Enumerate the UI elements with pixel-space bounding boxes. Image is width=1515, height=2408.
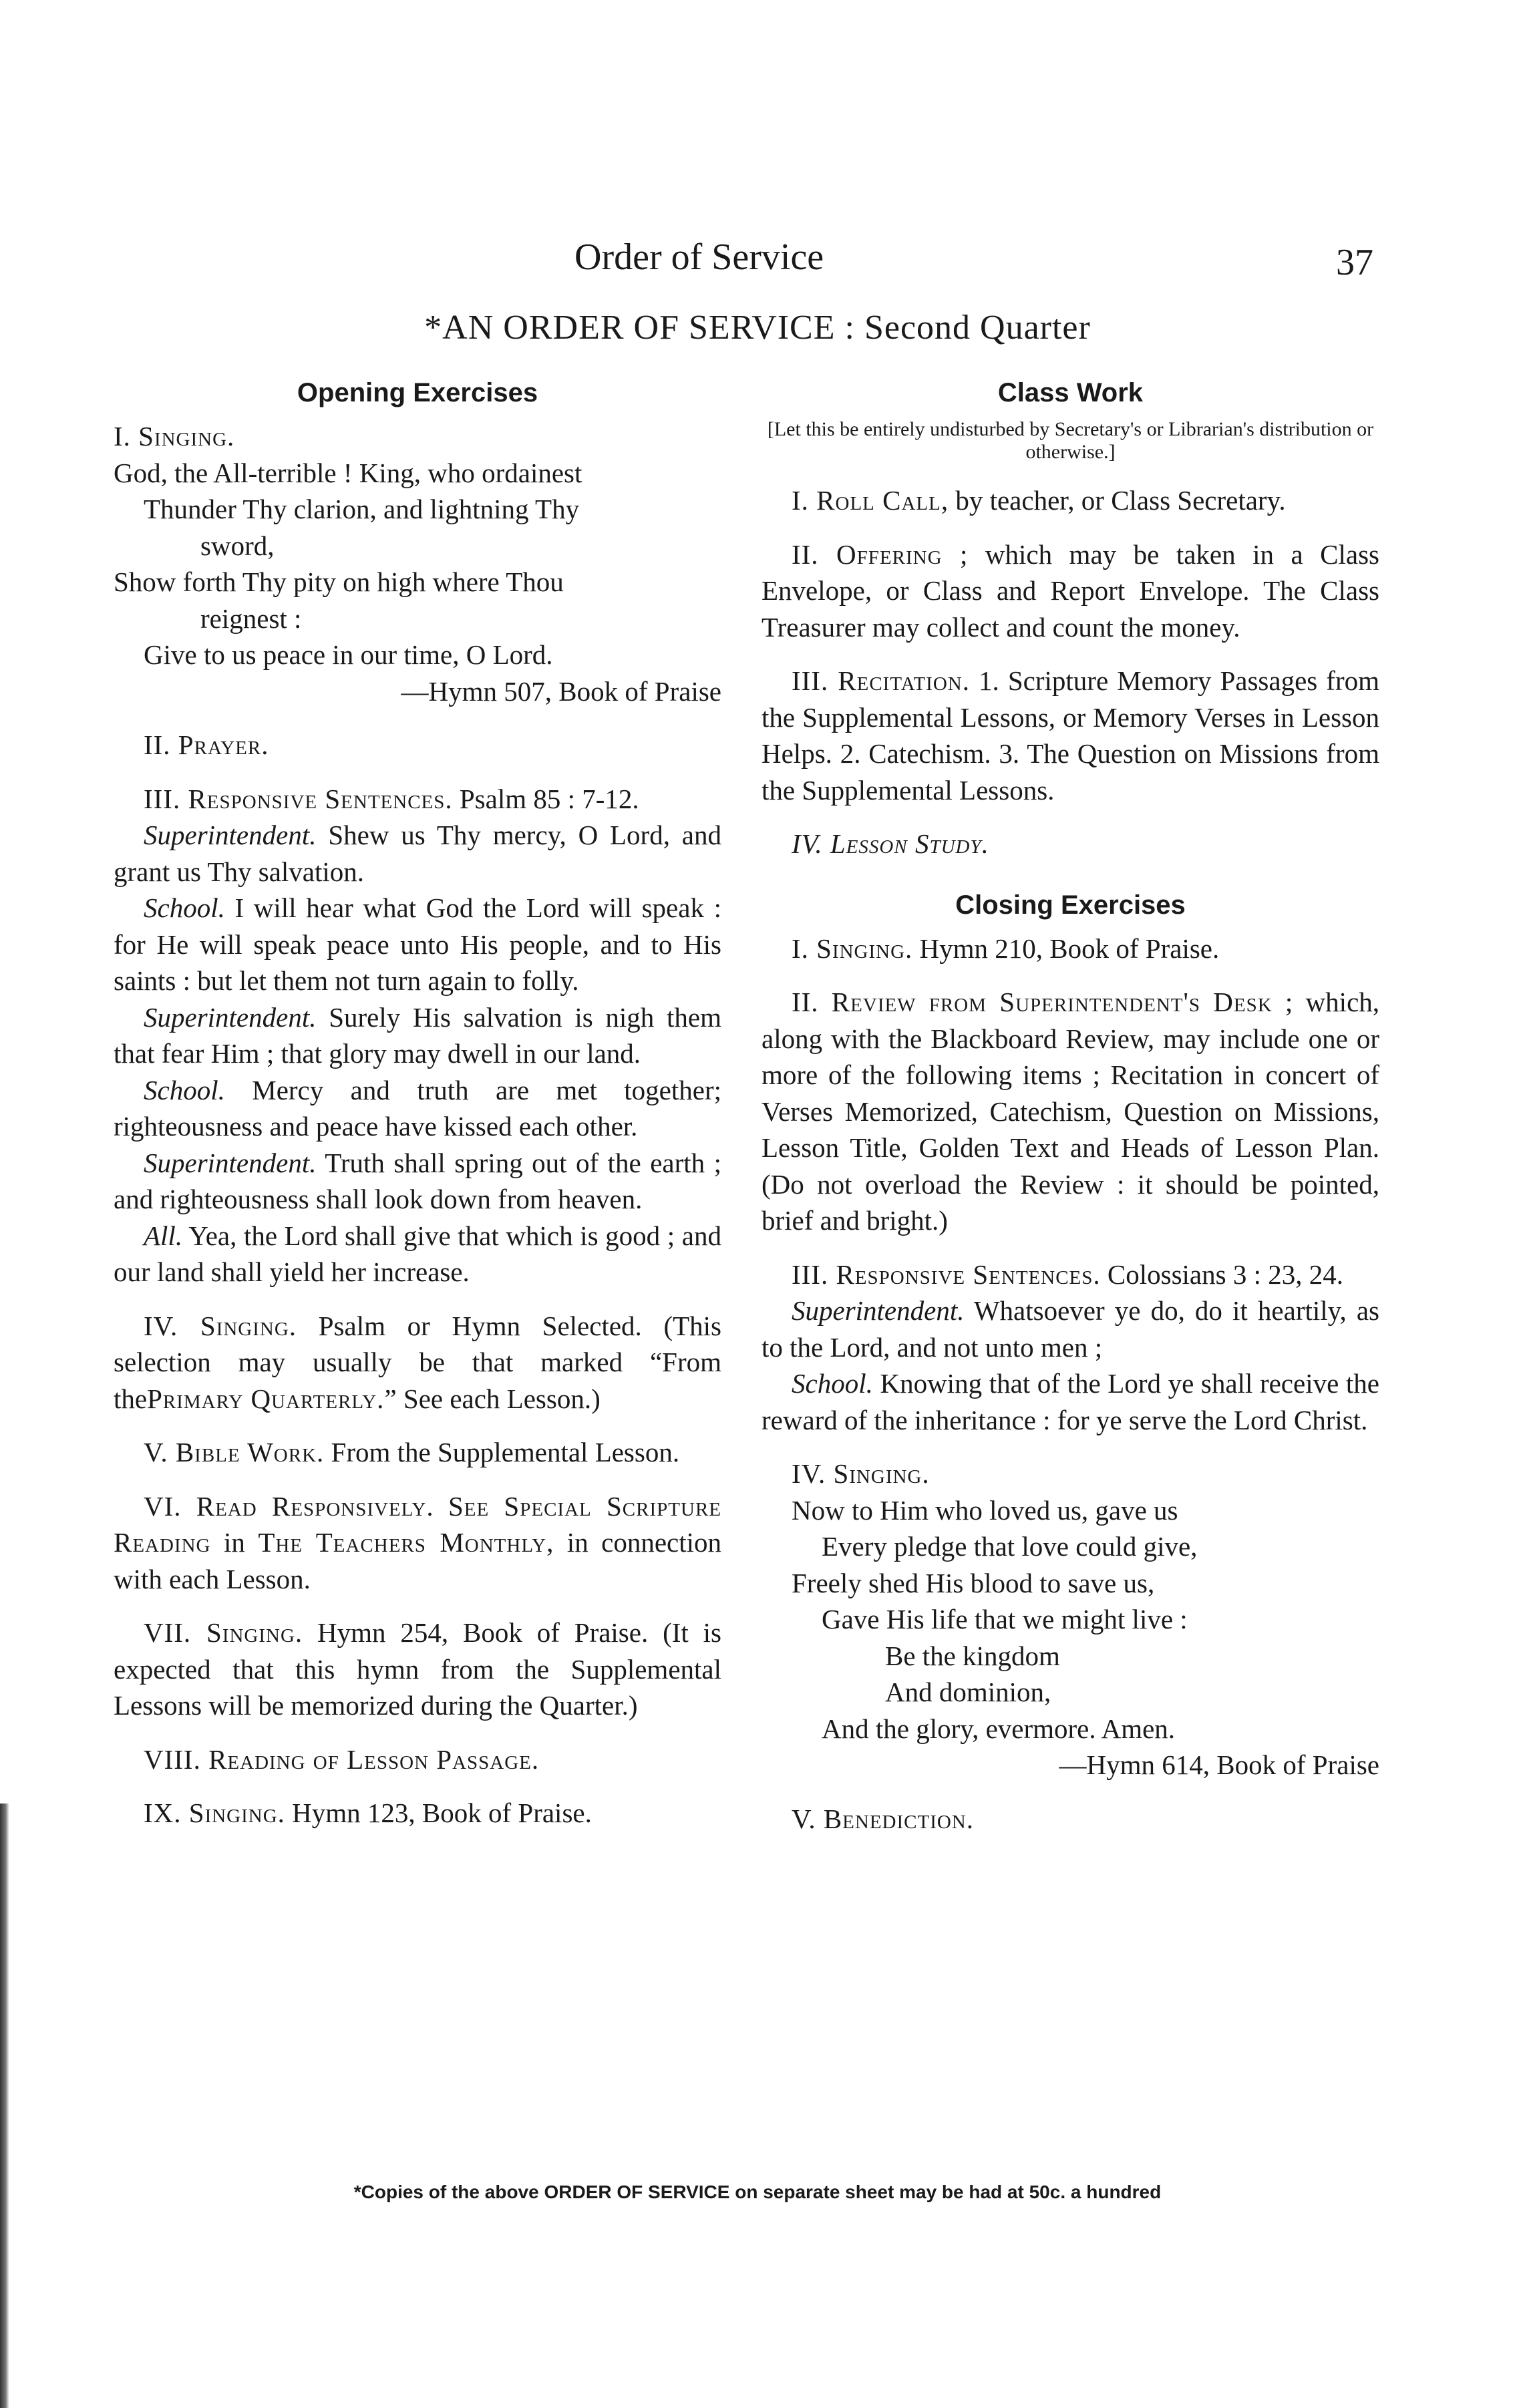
item-label: IV. Singing. [792,1458,930,1489]
roll-call-item [762,482,1379,519]
left-column [114,374,721,1849]
teachers-monthly-ref: The Teachers Monthly, [258,1527,554,1558]
exchange-text: Surely His salvation is nigh them that fear Him ; that glory may dwell in our land. [114,1001,721,1069]
singing-selected-item [114,1308,721,1417]
item-text: 1. Scripture Memory Passages from the Supplemental Lessons, or Memory Verses in Lesson Helps. 2. Catechism. 3. The Question on Missions from the Supplemental Lessons. [762,665,1380,806]
item-label: V. Benediction. [792,1803,974,1834]
item-text: Hymn 254, Book of Praise. (It is expected that this hymn from the Supplemental Lessons will be memorized during the Quarter.) [114,1617,721,1721]
item-label: VII. Singing. [144,1617,303,1648]
hymn-line: Now to Him who loved us, gave us [792,1494,1178,1526]
item-label: VI. Read Responsively. [144,1490,434,1522]
item-label: I. Singing. [114,421,235,452]
item-label: III. Responsive Sentences. [144,783,453,814]
hymn-line: And the glory, evermore. Amen. [822,1713,1176,1744]
exchange-text: Shew us Thy mercy, O Lord, and grant us Thy salvation. [114,820,722,887]
recitation-item [762,663,1379,808]
speaker: All. [144,1220,183,1251]
scripture-reference: Colossians 3 : 23, 24. [1107,1258,1343,1290]
exchange [114,999,721,1072]
singing-123-item [114,1795,721,1832]
read-responsively-item [114,1488,721,1598]
item-label: IV. Lesson Study. [792,828,989,859]
closing-hymn [762,1492,1379,1747]
item-label: IV. Singing. [144,1310,297,1341]
lesson-study-item [762,826,1379,862]
speaker: School. [792,1368,873,1399]
speaker: Superintendent. [144,820,317,850]
closing-hymn-item [762,1455,1379,1492]
speaker: School. [144,1074,225,1105]
item-text: Hymn 123, Book of Praise. [292,1797,592,1828]
singing-254-item [114,1614,721,1724]
offering-item [762,536,1379,646]
main-title-text: *AN ORDER OF SERVICE : [424,309,855,347]
speaker: School. [144,892,225,923]
responsive-sentences-item [114,781,721,818]
item-label: I. Roll Call, [792,485,949,516]
item-text: Hymn 210, Book of Praise. [919,932,1220,964]
item-text: by teacher, or Class Secretary. [955,485,1286,516]
item-label: II. Offering ; [792,538,969,570]
hymn-line: Show forth Thy pity on high where Thou [114,566,564,597]
closing-exercises-heading: Closing Exercises [955,890,1186,920]
hymn-credit: —Hymn 614, Book of Praise [1059,1749,1379,1780]
closing-singing-item [762,930,1379,967]
exchange [114,1072,721,1145]
exchange [762,1293,1379,1365]
exchange-text: Whatsoever ye do, do it heartily, as to the Lord, and not unto men ; [762,1295,1379,1363]
exchange-text: Mercy and truth are met together; righteousness and peace have kissed each other. [114,1074,722,1142]
exchange-text: Yea, the Lord shall give that which is good ; and our land shall yield her increase. [114,1220,721,1287]
benediction-item [762,1801,1379,1838]
item-text: Psalm or Hymn Selected. (This selection may usually be that marked “From the [114,1310,722,1414]
exchange [114,1218,721,1291]
hymn-line: Gave His life that we might live : [822,1604,1188,1635]
hymn-line: And dominion, [885,1677,1051,1707]
exchange-text: I will hear what God the Lord will speak : for He will speak peace unto His people, and to His saints : but let them not turn again to folly. [114,892,721,996]
opening-exercises-heading: Opening Exercises [297,378,538,407]
item-label: IX. Singing. [144,1797,285,1828]
exchange [114,890,721,999]
speaker: Superintendent. [144,1001,317,1033]
exchange [114,817,721,890]
prayer-item [114,727,721,763]
hymn-line: Freely shed His blood to save us, [792,1567,1155,1598]
hymn-line: sword, [200,530,275,561]
hymn-line: Every pledge that love could give, [822,1531,1198,1562]
item-label: V. Bible Work. [144,1437,325,1468]
exchange [114,1145,721,1218]
special-reading-ref: See Special Scripture Reading [114,1490,721,1558]
hymn-line: reignest : [200,603,302,634]
main-subtitle: Second Quarter [864,309,1091,347]
item-label: VIII. Reading of Lesson Passage. [144,1743,540,1775]
primary-quarterly-ref: Primary Quarterly. [147,1383,385,1414]
item-label: II. Review from Superintendent's Desk ; [792,987,1294,1017]
main-title [0,304,1515,352]
item-text: ” See each Lesson.) [384,1383,601,1414]
opening-hymn [114,455,721,673]
item-label: III. Recitation. [792,665,970,696]
exchange-text: Truth shall spring out of the earth ; and righteousness shall look down from heaven. [114,1147,721,1214]
class-work-heading: Class Work [997,378,1144,407]
running-head [0,230,1515,284]
closing-responsive-item [762,1256,1379,1293]
class-work-note: [Let this be entirely undisturbed by Secretary's or Librarian's distribution or otherwise.] [767,418,1374,463]
item-label: III. Responsive Sentences. [792,1258,1101,1290]
hymn-line: Thunder Thy clarion, and lightning Thy [144,494,580,524]
speaker: Superintendent. [144,1147,317,1178]
item-label: II. Prayer. [144,729,269,760]
running-title: Order of Service [574,236,824,278]
item-text: in [223,1527,245,1558]
item-label: I. Singing. [792,932,913,964]
reading-lesson-passage-item [114,1741,721,1778]
item-text: which, along with the Blackboard Review, may include one or more of the following items ; Recitation in concert of Verses Memorized, Catechism, Question on Missions, Lesson Title, Golden Text and Heads of Lesson Plan. (Do not overload the Review : it should be pointed, brief and bright.) [762,987,1380,1236]
footnote: *Copies of the above ORDER OF SERVICE on separate sheet may be had at 50c. a hundred [353,2182,1162,2202]
exchange [762,1365,1379,1438]
page-edge-shadow [0,1803,9,2408]
page-number: 37 [1336,242,1373,283]
scripture-reference: Psalm 85 : 7-12. [459,783,639,814]
item-text: in connection with each Lesson. [114,1527,722,1594]
exchange-text: Knowing that of the Lord ye shall receive the reward of the inheritance : for ye serve the Lord Christ. [762,1368,1379,1435]
item-text: which may be taken in a Class Envelope, or Class and Report Envelope. The Class Treasurer may collect and count the money. [762,538,1379,643]
review-item [762,984,1379,1239]
opening-singing-label [114,418,721,455]
bible-work-item [114,1434,721,1471]
hymn-line: Be the kingdom [885,1640,1060,1671]
hymn-line: Give to us peace in our time, O Lord. [144,639,553,670]
right-column [762,374,1379,1854]
speaker: Superintendent. [792,1295,965,1326]
hymn-line: God, the All-terrible ! King, who ordainest [114,457,582,488]
hymn-credit: —Hymn 507, Book of Praise [401,675,721,707]
item-text: From the Supplemental Lesson. [331,1437,680,1468]
